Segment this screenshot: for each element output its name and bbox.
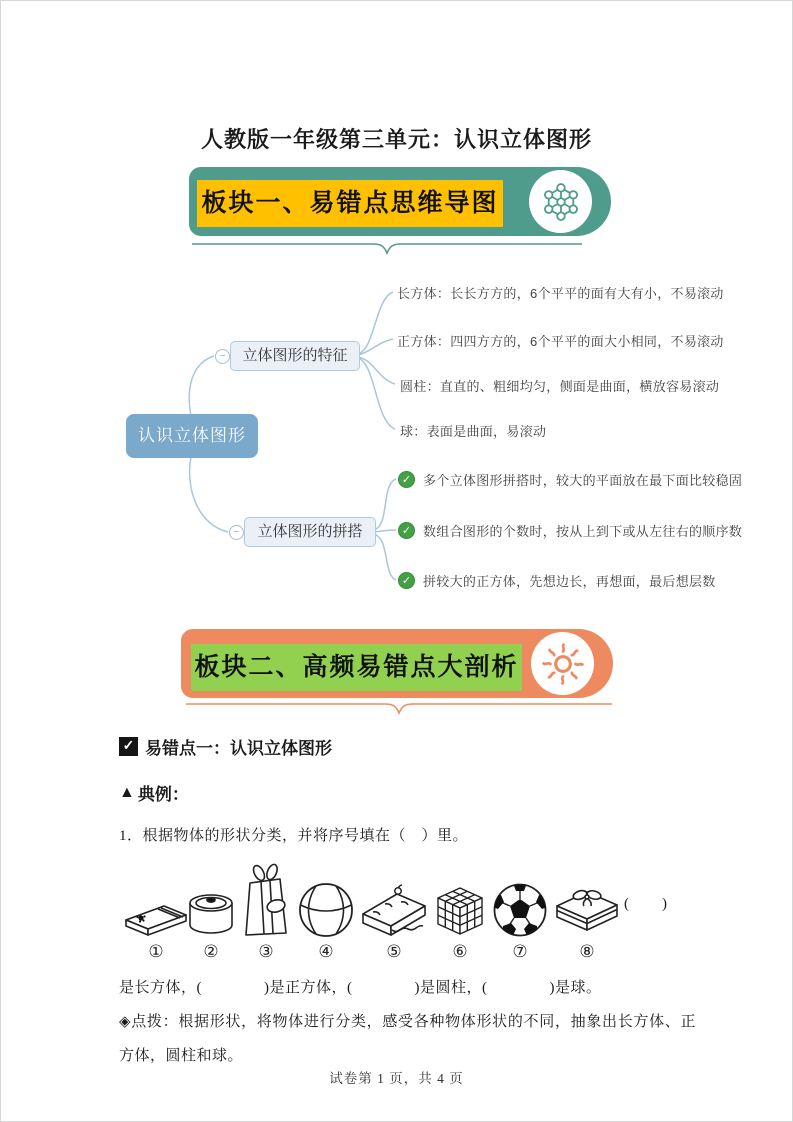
gift-box-image — [555, 882, 619, 938]
error-point-heading — [119, 734, 696, 759]
check-circle-icon: ✓ — [398, 572, 415, 589]
object-number: ⑤ — [386, 942, 402, 961]
error-point-heading-text: 易错点一：认识立体图形 — [145, 739, 332, 758]
banner1-label: 板块一、易错点思维导图 — [197, 180, 503, 227]
collapse-minus-icon: − — [215, 349, 230, 364]
mindmap-leaf-text: 拼较大的正方体，先想边长，再想面，最后想层数 — [423, 574, 716, 589]
object-number: ⑥ — [452, 942, 468, 961]
tip-text: 点拨：根据形状，将物体进行分类，感受各种物体形状的不同，抽象出长方体、正方体，圆柱和球。 — [119, 1014, 696, 1064]
answer-blank-parens: ( ) — [624, 896, 668, 912]
rubiks-cube-image — [435, 886, 485, 938]
object-number: ④ — [318, 942, 334, 961]
diamond-icon: ◈ — [119, 1014, 132, 1030]
checkbox-check-icon: ✓ — [119, 737, 138, 756]
network-icon — [540, 181, 582, 223]
object-item — [492, 882, 548, 962]
banner1-pointer — [191, 242, 583, 258]
object-item — [298, 882, 354, 962]
content-block — [119, 734, 696, 1073]
banner2-icon-circle — [531, 632, 594, 695]
object-item — [187, 892, 235, 962]
round-canister-image — [187, 892, 235, 938]
check-circle-icon: ✓ — [398, 522, 415, 539]
object-item — [361, 884, 427, 962]
mindmap-branch-assembly: 立体图形的拼搭 — [244, 517, 376, 547]
object-item — [555, 882, 619, 962]
basketball-image — [298, 882, 354, 938]
object-number: ⑦ — [512, 942, 528, 961]
banner2-pointer — [185, 702, 613, 718]
sun-icon — [541, 642, 585, 686]
mindmap-connectors — [1, 263, 793, 619]
object-item — [435, 886, 485, 962]
soccer-ball-image — [492, 882, 548, 938]
pencil-box-image — [124, 898, 188, 938]
check-circle-icon: ✓ — [398, 471, 415, 488]
banner2-label: 板块二、高频易错点大剖析 — [191, 644, 522, 691]
gift-bag-image — [240, 864, 292, 938]
mindmap-leaf-text: 多个立体图形拼搭时，较大的平面放在最下面比较稳固 — [423, 473, 743, 488]
section-banner-1 — [189, 167, 611, 236]
collapse-minus-icon: − — [229, 525, 244, 540]
object-number: ③ — [258, 942, 274, 961]
object-number: ① — [148, 942, 164, 961]
mindmap-leaf: 球：表面是曲面，易滚动 — [400, 424, 547, 439]
mindmap-leaf: 长方体：长长方方的，6个平平的面有大有小，不易滚动 — [397, 286, 724, 301]
mindmap — [1, 263, 793, 619]
page-footer: 试卷第 1 页，共 4 页 — [329, 1071, 464, 1086]
mindmap-leaf: 正方体：四四方方的，6个平平的面大小相同，不易滚动 — [397, 334, 724, 349]
page-title: 人教版一年级第三单元：认识立体图形 — [200, 127, 592, 152]
mindmap-leaf — [398, 571, 716, 590]
objects-row — [119, 858, 696, 962]
fill-in-line: 是长方体，( )是正方体，( )是圆柱，( )是球。 — [119, 980, 602, 996]
section-banner-2 — [181, 629, 613, 698]
mindmap-leaf-text: 数组合图形的个数时，按从上到下或从左往右的顺序数 — [423, 524, 743, 539]
banner1-icon-circle — [529, 170, 592, 233]
mindmap-branch-features: 立体图形的特征 — [230, 341, 360, 371]
object-item — [124, 898, 188, 962]
object-number: ⑧ — [579, 942, 595, 961]
cake-slice-image — [361, 884, 427, 938]
mindmap-leaf — [398, 521, 742, 540]
mindmap-leaf: 圆柱：直直的、粗细均匀，侧面是曲面，横放容易滚动 — [400, 379, 720, 394]
mindmap-leaf — [398, 470, 742, 489]
example-label-text: 典例： — [137, 785, 189, 804]
tip-paragraph — [119, 1005, 696, 1073]
question-1-text: 1．根据物体的形状分类，并将序号填在（ ）里。 — [119, 828, 469, 844]
triangle-icon: ▲ — [119, 783, 135, 801]
object-item — [240, 864, 292, 962]
mindmap-root-node: 认识立体图形 — [126, 414, 258, 458]
example-label-row — [119, 780, 696, 805]
object-number: ② — [203, 942, 219, 961]
